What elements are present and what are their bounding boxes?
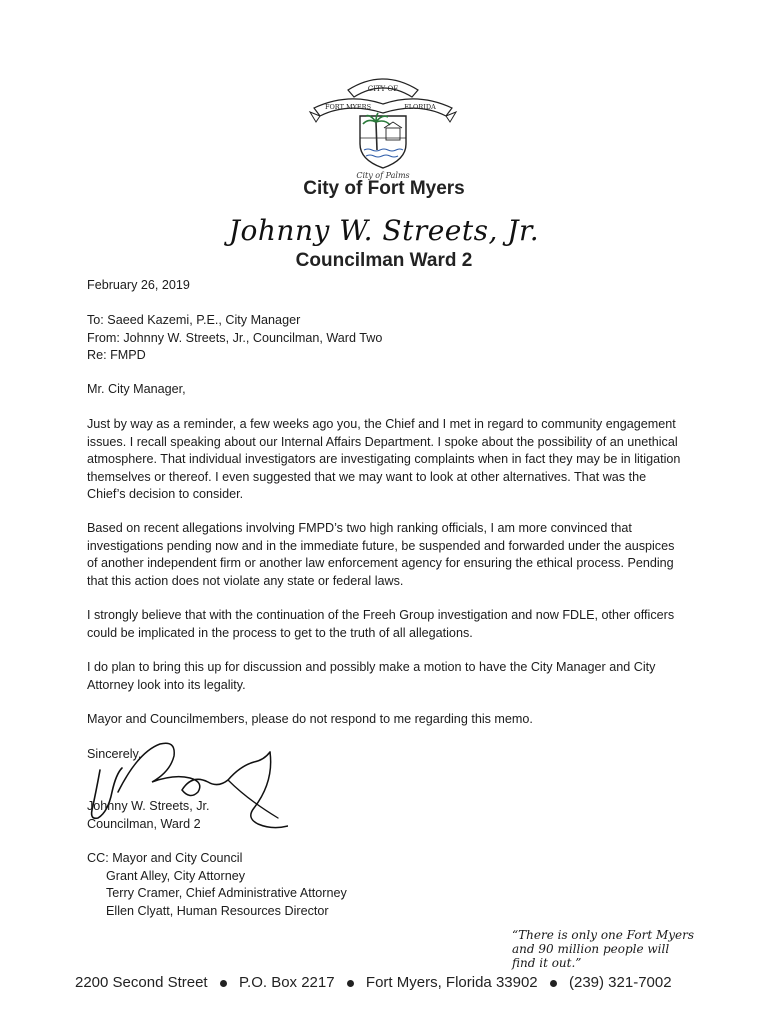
- footer-street: 2200 Second Street: [75, 974, 208, 991]
- address-footer: [75, 974, 695, 991]
- bullet-dot-icon: [550, 980, 557, 987]
- paragraph-investigation: I strongly believe that with the continuation of the Freeh Group investigation and now FDLE, other officers could be implicated in the process to get to the truth of all allegations.: [87, 608, 675, 640]
- quote-line: “There is only one Fort Myers: [512, 928, 695, 942]
- footer-po-box: P.O. Box 2217: [238, 974, 335, 991]
- memo-to: To: Saeed Kazemi, P.E., City Manager: [87, 313, 301, 327]
- cc-line: Ellen Clyatt, Human Resources Director: [106, 903, 329, 918]
- quote-line: find it out.”: [512, 956, 582, 970]
- signer-name: Johnny W. Streets, Jr.: [87, 799, 210, 813]
- memo-header: [87, 312, 687, 365]
- paragraph-allegations: Based on recent allegations involving FMPD’s two high ranking officials, I am more convinced that investigations pending now and in the immediate future, be suspended and forwarded under the auspices of another independent firm or another law enforcement agency for ensuring the ethical process. Pending that this action does not violate any state or federal laws.: [87, 521, 675, 588]
- memo-re: Re: FMPD: [87, 348, 146, 362]
- bullet-dot-icon: [347, 980, 354, 987]
- city-title: City of Fort Myers: [303, 178, 465, 199]
- cc-list: [87, 850, 687, 920]
- city-seal-logo: [308, 70, 458, 182]
- cc-line: CC: Mayor and City Council: [87, 851, 243, 865]
- seal-ribbon-left: FORT MYERS: [324, 103, 372, 111]
- footer-phone: (239) 321-7002: [569, 974, 672, 991]
- cc-line: Grant Alley, City Attorney: [106, 868, 246, 883]
- paragraph-motion: I do plan to bring this up for discussion and possibly make a motion to have the City Manager and City Attorney look into its legality.: [87, 660, 656, 692]
- cc-line: Terry Cramer, Chief Administrative Attorney: [106, 886, 347, 900]
- footer-city-state-zip: Fort Myers, Florida 33902: [365, 974, 538, 991]
- letter-date: February 26, 2019: [87, 278, 190, 292]
- signer-title: Councilman, Ward 2: [87, 817, 201, 831]
- quote-line: and 90 million people will: [512, 942, 670, 956]
- seal-ribbon-right: FLORIDA: [404, 103, 436, 111]
- closing: Sincerely,: [87, 747, 142, 761]
- memo-from: From: Johnny W. Streets, Jr., Councilman, Ward Two: [87, 330, 383, 345]
- city-quote: [512, 928, 712, 970]
- bullet-dot-icon: [220, 980, 227, 987]
- councilman-name-script: Johnny W. Streets, Jr.: [228, 214, 540, 247]
- paragraph-no-response: Mayor and Councilmembers, please do not respond to me regarding this memo.: [87, 712, 533, 726]
- paragraph-reminder: Just by way as a reminder, a few weeks ago you, the Chief and I met in regard to community engagement issues. I recall speaking about our Internal Affairs Department. I spoke about the possibility of an unethical atmosphere. That individual investigators are investigating complaints when in fact they may be in litigation themselves or thereof. I even suggested that we may want to look at other alternatives. That was the Chief’s decision to consider.: [87, 417, 681, 501]
- salutation: Mr. City Manager,: [87, 382, 186, 396]
- ward-title: Councilman Ward 2: [295, 250, 473, 271]
- seal-arc-text: CITY OF: [367, 85, 399, 93]
- seal-motto: City of Palms: [356, 171, 410, 180]
